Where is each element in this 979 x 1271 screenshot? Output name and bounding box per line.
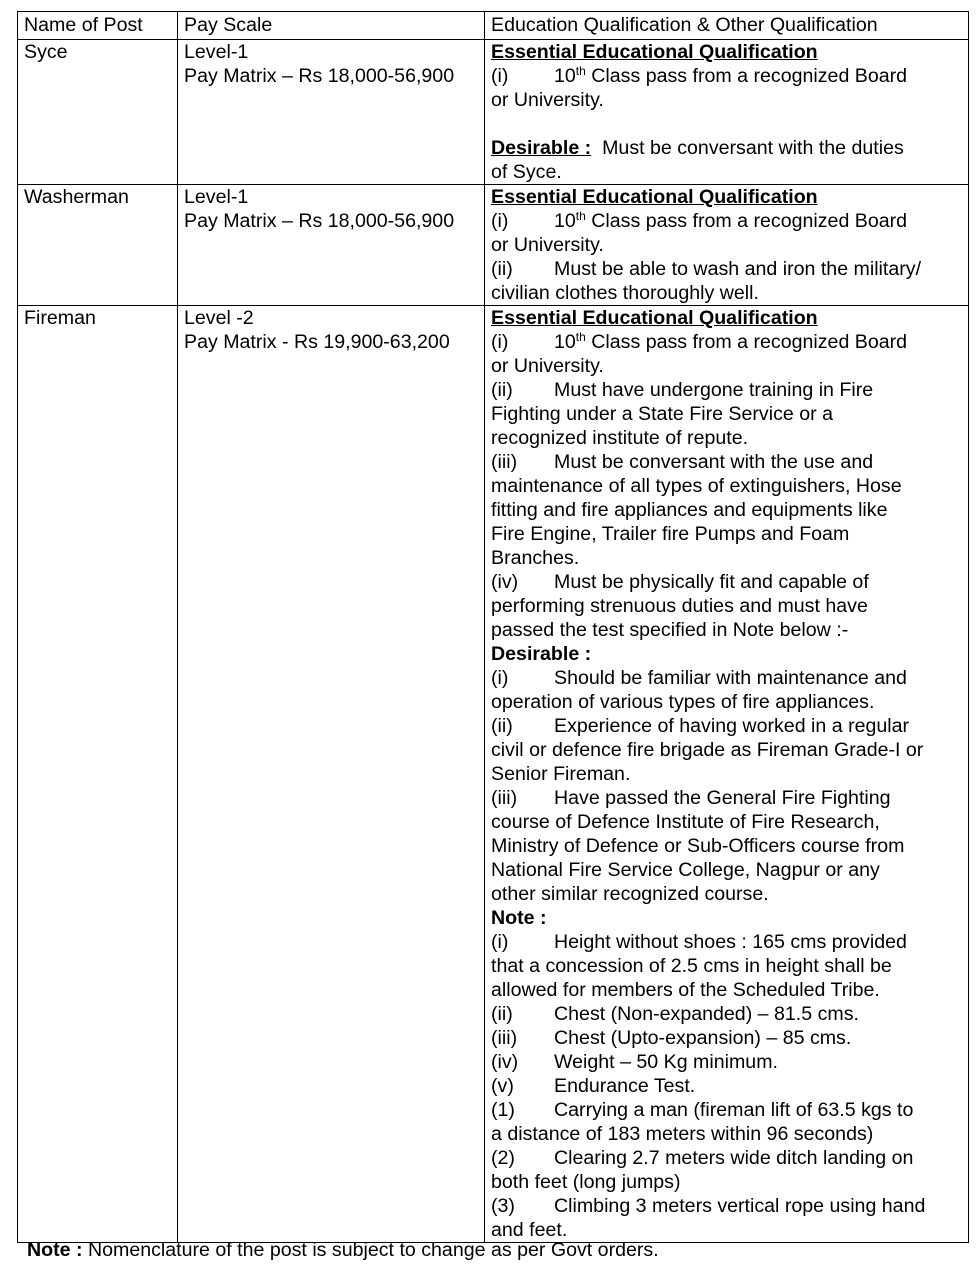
item-continuation: operation of various types of fire appliances. [491,691,875,713]
item-continuation: fitting and fire appliances and equipments like [491,499,888,521]
list-item [491,786,968,906]
item-continuation: a distance of 183 meters within 96 seconds) [491,1123,874,1145]
item-number: (i) [491,331,509,353]
item-text: Must be physically fit and capable of [554,571,869,593]
footer-note [27,1238,659,1262]
item-number: (i) [491,65,509,87]
list-item [491,1194,968,1242]
item-number: (iii) [491,1027,518,1049]
item-continuation: Ministry of Defence or Sub-Officers course from [491,835,905,857]
pay-level: Level -2 [184,307,254,329]
footer-note-text: Nomenclature of the post is subject to change as per Govt orders. [82,1239,659,1261]
item-text: Endurance Test. [554,1075,696,1097]
item-text: Class pass from a recognized Board [585,331,908,353]
item-number: (iv) [491,571,519,593]
item-continuation: recognized institute of repute. [491,427,749,449]
item-continuation: both feet (long jumps) [491,1171,681,1193]
item-text: Climbing 3 meters vertical rope using hand [554,1195,926,1217]
header-post: Name of Post [18,12,178,40]
essential-heading: Essential Educational Qualification [491,307,818,329]
recruitment-table [17,11,969,1243]
list-item [491,714,968,786]
item-continuation: civilian clothes thoroughly well. [491,282,759,304]
pay-scale-cell [178,306,485,1243]
item-continuation: performing strenuous duties and must have [491,595,868,617]
table-header-row [18,12,969,40]
item-text: Carrying a man (fireman lift of 63.5 kgs to [554,1099,914,1121]
pay-scale-cell [178,40,485,185]
item-text: Class pass from a recognized Board [585,65,908,87]
item-continuation: passed the test specified in Note below :- [491,619,849,641]
post-name: Syce [18,40,178,185]
qualification-cell [485,185,969,306]
list-item [491,1026,968,1050]
item-continuation: Fire Engine, Trailer fire Pumps and Foam [491,523,850,545]
table-row [18,185,969,306]
item-continuation: allowed for members of the Scheduled Tribe. [491,979,880,1001]
item-prefix: 10 [554,65,576,87]
pay-matrix: Pay Matrix – Rs 18,000-56,900 [184,65,455,87]
item-text: Chest (Non-expanded) – 81.5 cms. [554,1003,859,1025]
item-number: (iv) [491,1051,519,1073]
pay-scale-cell [178,185,485,306]
item-text: Experience of having worked in a regular [554,715,910,737]
pay-level: Level-1 [184,41,249,63]
item-text: Must have undergone training in Fire [554,379,874,401]
post-name: Fireman [18,306,178,1243]
footer-note-label: Note : [27,1239,83,1261]
header-qualification: Education Qualification & Other Qualification [485,12,969,40]
item-number: (ii) [491,379,513,401]
item-number: (ii) [491,1003,513,1025]
item-superscript: th [575,330,586,344]
item-number: (2) [491,1147,515,1169]
list-item [491,330,968,378]
item-continuation: or University. [491,89,604,111]
list-item [491,1146,968,1194]
list-item [491,257,968,305]
item-superscript: th [575,209,586,223]
item-continuation: other similar recognized course. [491,883,769,905]
item-number: (3) [491,1195,515,1217]
desirable-text: Must be conversant with the duties [596,137,904,159]
table-row [18,306,969,1243]
item-continuation: course of Defence Institute of Fire Research, [491,811,880,833]
desirable-label: Desirable : [491,643,592,665]
item-text: Height without shoes : 165 cms provided [554,931,907,953]
pay-matrix: Pay Matrix – Rs 18,000-56,900 [184,210,455,232]
list-item [491,1074,968,1098]
list-item [491,450,968,570]
item-continuation: that a concession of 2.5 cms in height shall be [491,955,892,977]
list-item [491,1050,968,1074]
desirable-label: Desirable : [491,137,592,159]
table-row [18,40,969,185]
list-item [491,64,968,112]
item-text: Clearing 2.7 meters wide ditch landing on [554,1147,914,1169]
item-continuation: Fighting under a State Fire Service or a [491,403,833,425]
item-text: Weight – 50 Kg minimum. [554,1051,778,1073]
desirable-continuation: of Syce. [491,161,562,183]
item-number: (iii) [491,451,518,473]
item-number: (iii) [491,787,518,809]
item-number: (i) [491,210,509,232]
item-continuation: maintenance of all types of extinguishers, Hose [491,475,902,497]
list-item [491,1098,968,1146]
item-text: Have passed the General Fire Fighting [554,787,891,809]
item-text: Must be able to wash and iron the military/ [554,258,922,280]
essential-heading: Essential Educational Qualification [491,41,818,63]
list-item [491,209,968,257]
list-item [491,570,968,642]
header-pay-scale: Pay Scale [178,12,485,40]
item-superscript: th [575,64,586,78]
item-text: Class pass from a recognized Board [585,210,908,232]
list-item [491,378,968,450]
item-text: Chest (Upto-expansion) – 85 cms. [554,1027,852,1049]
item-text: Should be familiar with maintenance and [554,667,907,689]
item-number: (ii) [491,258,513,280]
item-continuation: Senior Fireman. [491,763,631,785]
item-number: (1) [491,1099,515,1121]
list-item [491,1002,968,1026]
item-number: (i) [491,667,509,689]
item-prefix: 10 [554,331,576,353]
item-continuation: Branches. [491,547,580,569]
note-label: Note : [491,907,547,929]
item-continuation: or University. [491,355,604,377]
item-prefix: 10 [554,210,576,232]
item-text: Must be conversant with the use and [554,451,874,473]
item-continuation: civil or defence fire brigade as Fireman Grade-I or [491,739,924,761]
item-continuation: National Fire Service College, Nagpur or any [491,859,880,881]
item-continuation: or University. [491,234,604,256]
qualification-cell [485,40,969,185]
list-item [491,930,968,1002]
qualification-cell [485,306,969,1243]
pay-level: Level-1 [184,186,249,208]
essential-heading: Essential Educational Qualification [491,186,818,208]
item-number: (v) [491,1075,514,1097]
list-item [491,666,968,714]
item-continuation: and feet. [491,1219,568,1241]
desirable-block [491,136,968,184]
post-name: Washerman [18,185,178,306]
pay-matrix: Pay Matrix - Rs 19,900-63,200 [184,331,450,353]
item-number: (i) [491,931,509,953]
item-number: (ii) [491,715,513,737]
